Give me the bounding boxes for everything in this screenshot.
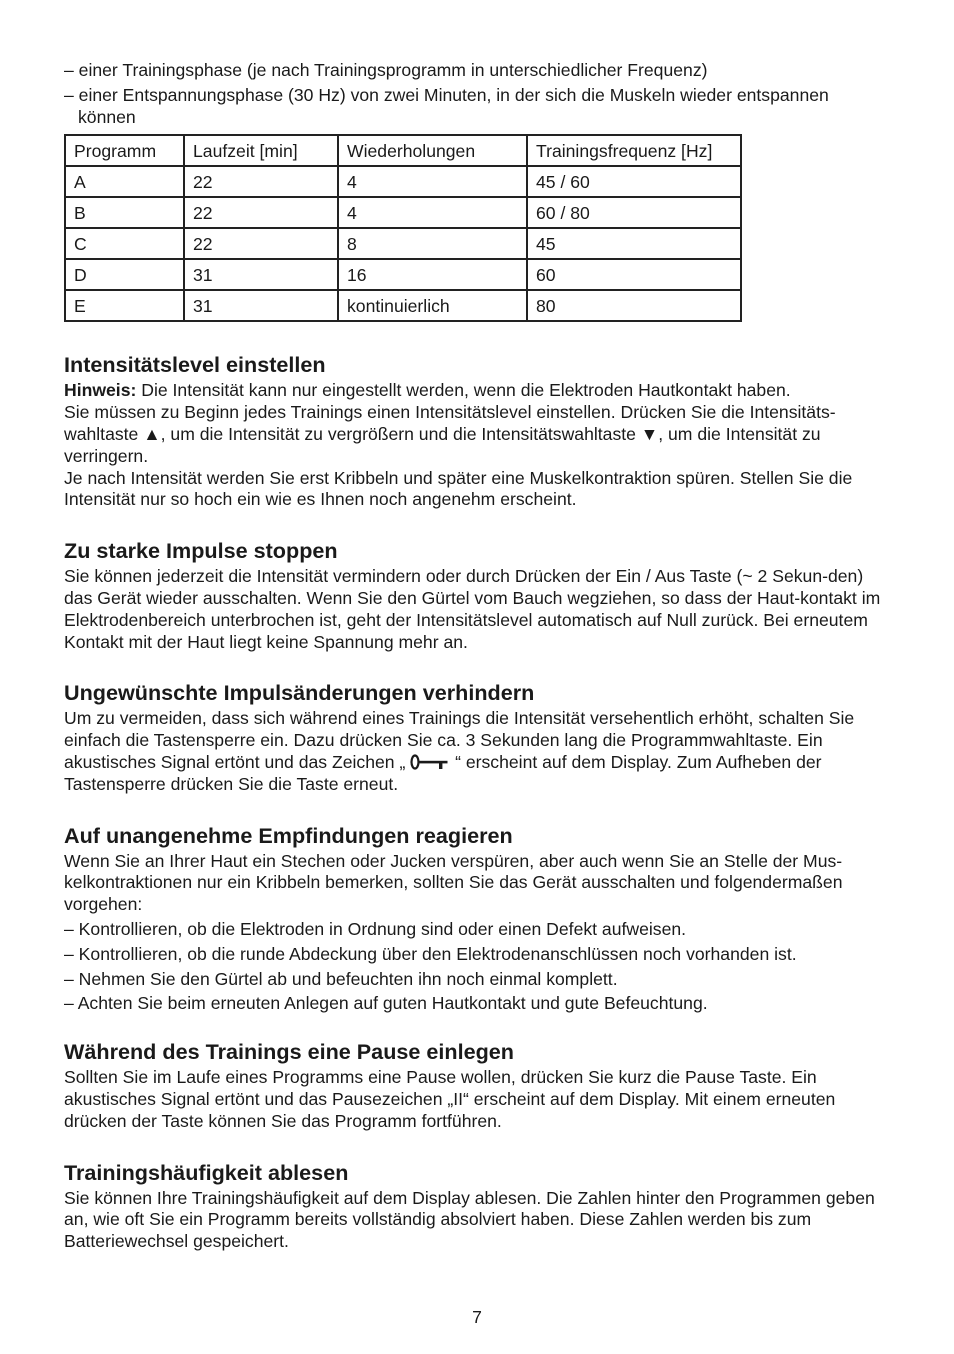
program-table <box>64 134 742 322</box>
table-cell: 31 <box>184 290 338 321</box>
list-item: – Achten Sie beim erneuten Anlegen auf guten Hautkontakt und gute Befeuchtung. <box>64 993 708 1014</box>
paragraph-text: “ erscheint auf dem Display. Zum Aufheben der Tastensperre drücken Sie die Taste erneut. <box>64 751 822 794</box>
paragraph: Sie können Ihre Trainingshäufigkeit auf dem Display ablesen. Die Zahlen hinter den Programmen geben an, wie oft Sie ein Programm bereits vollständig absolviert haben. Diese Zahlen werden bis zum Batteriewechsel gespeichert. <box>64 1187 875 1252</box>
note-text: Die Intensität kann nur eingestellt werden, wenn die Elektroden Hautkontakt haben. <box>136 380 791 401</box>
table-cell: 16 <box>338 259 527 290</box>
section-heading: Zu starke Impulse stoppen <box>64 538 338 564</box>
section-heading: Während des Trainings eine Pause einlegen <box>64 1039 514 1065</box>
table-cell: 45 / 60 <box>527 166 741 197</box>
document-page <box>64 60 890 1253</box>
section-unpleasant-sensations <box>64 823 890 1016</box>
intro-item: – einer Entspannungsphase (30 Hz) von zwei Minuten, in der sich die Muskeln wieder entspannen können <box>64 84 829 127</box>
table-cell: C <box>65 228 184 259</box>
table-header-cell: Programm <box>65 135 184 166</box>
section-stop-impulses <box>64 538 890 653</box>
table-header-row <box>65 135 741 166</box>
section-training-frequency <box>64 1160 890 1253</box>
table-row <box>65 228 741 259</box>
table-cell: 4 <box>338 197 527 228</box>
table-cell: 22 <box>184 197 338 228</box>
table-cell: 45 <box>527 228 741 259</box>
section-prevent-changes <box>64 680 890 795</box>
table-header-cell: Laufzeit [min] <box>184 135 338 166</box>
table-cell: 4 <box>338 166 527 197</box>
table-cell: 22 <box>184 228 338 259</box>
section-heading: Ungewünschte Impulsänderungen verhindern <box>64 680 535 706</box>
table-cell: 31 <box>184 259 338 290</box>
table-cell: 60 <box>527 259 741 290</box>
paragraph: Sollten Sie im Laufe eines Programms eine Pause wollen, drücken Sie kurz die Pause Taste. Ein akustisches Signal ertönt und das Pausezeichen „II“ erscheint auf dem Display. Mit einem erneuten drücken der Taste können Sie das Programm fortführen. <box>64 1067 836 1131</box>
table-row <box>65 197 741 228</box>
table-row <box>65 166 741 197</box>
section-heading: Intensitätslevel einstellen <box>64 352 326 378</box>
table-row <box>65 290 741 321</box>
paragraph: Sie müssen zu Beginn jedes Trainings einen Intensitätslevel einstellen. Drücken Sie die Intensitäts-wahltaste ▲, um die Intensität zu vergrößern und die Intensitätswahltaste ▼, um die Intensität zu verringern. <box>64 402 836 466</box>
table-header-cell: Trainingsfrequenz [Hz] <box>527 135 741 166</box>
table-cell: D <box>65 259 184 290</box>
table-cell: 22 <box>184 166 338 197</box>
section-intensity <box>64 352 890 511</box>
intro-item: – einer Trainingsphase (je nach Trainingsprogramm in unterschiedlicher Frequenz) <box>64 60 708 80</box>
table-cell: kontinuierlich <box>338 290 527 321</box>
table-cell: 60 / 80 <box>527 197 741 228</box>
table-cell: E <box>65 290 184 321</box>
table-cell: 8 <box>338 228 527 259</box>
note-label: Hinweis: <box>64 380 137 401</box>
section-heading: Auf unangenehme Empfindungen reagieren <box>64 822 513 848</box>
paragraph: Je nach Intensität werden Sie erst Kribbeln und später eine Muskelkontraktion spüren. Stellen Sie die Intensität nur so hoch ein wie es Ihnen noch angenehm erscheint. <box>64 467 853 510</box>
list-item: – Kontrollieren, ob die runde Abdeckung über den Elektrodenanschlüssen noch vorhanden ist. <box>64 943 797 964</box>
table-cell: 80 <box>527 290 741 321</box>
table-cell: B <box>65 197 184 228</box>
table-row <box>65 259 741 290</box>
key-lock-icon <box>410 754 450 770</box>
list-item: – Kontrollieren, ob die Elektroden in Ordnung sind oder einen Defekt aufweisen. <box>64 918 687 939</box>
paragraph: Wenn Sie an Ihrer Haut ein Stechen oder Jucken verspüren, aber auch wenn Sie an Stelle der Mus-kelkontraktionen nur ein Kribbeln bemerken, sollten Sie das Gerät ausschalten und folgendermaßen vorgehen: <box>64 850 843 915</box>
page-number: 7 <box>472 1307 482 1327</box>
table-cell: A <box>65 166 184 197</box>
list-item: – Nehmen Sie den Gürtel ab und befeuchten ihn noch einmal komplett. <box>64 968 618 989</box>
paragraph: Sie können jederzeit die Intensität vermindern oder durch Drücken der Ein / Aus Taste (~ 2 Sekun-den) das Gerät wieder ausschalten. Wenn Sie den Gürtel vom Bauch wegziehen, so dass der Haut-kontakt im Elektrodenbereich unterbrochen ist, geht der Intensitätslevel automatisch auf Null zurück. Bei erneutem Kontakt mit der Haut liegt keine Spannung mehr an. <box>64 566 881 652</box>
section-pause <box>64 1039 890 1132</box>
note-paragraph <box>64 380 890 402</box>
paragraph <box>64 708 890 795</box>
section-heading: Trainingshäufigkeit ablesen <box>64 1159 349 1185</box>
table-header-cell: Wiederholungen <box>338 135 527 166</box>
paragraph-text: Um zu vermeiden, dass sich während eines Trainings die Intensität versehentlich erhöht, schalten Sie einfach die Tastensperre ein. Dazu drücken Sie ca. 3 Sekunden lang die Programmwahltaste. Ein akustisches Signal ertönt und das Zeichen „ <box>64 708 855 772</box>
